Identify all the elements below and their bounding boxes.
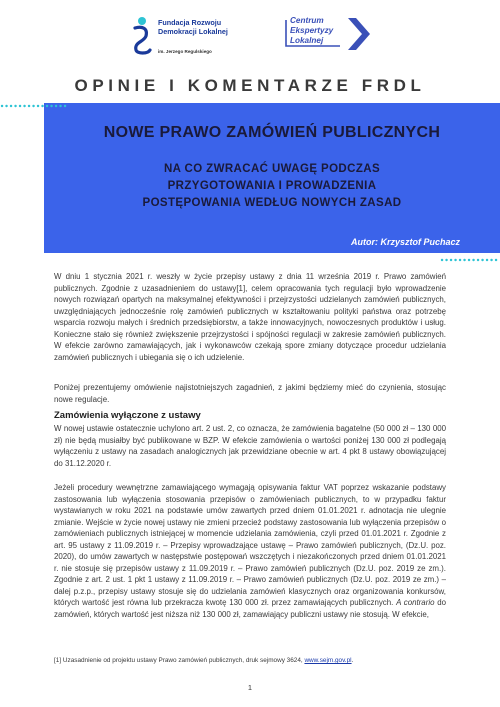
footnote-link[interactable]: www.sejm.gov.pl: [304, 657, 352, 664]
subtitle-line-3: POSTĘPOWANIA WEDŁUG NOWYCH ZASAD: [142, 197, 402, 209]
frdl-logo-line-1: Fundacja Rozwoju: [158, 18, 222, 27]
dotted-accent-bottom: [440, 258, 500, 262]
footnote-end: .: [351, 657, 354, 664]
title-banner: [44, 103, 500, 253]
a-contrario-text: A contrario: [396, 598, 435, 607]
document-subtitle: [84, 161, 460, 212]
paragraph-excluded: W nowej ustawie ostatecznie uchylono art. 2 ust. 2, co oznacza, że zamówienia bagatelne (50 000 zł – 130 000 zł) nie będą musiałby być publikowane w BZP. W efekcie zamówienia o wartości poniżej 130 000 zł podlegają wyłączeniu z ustawy na zasadach analogicznych jak przewidziane obecnie w art. 4 pkt 8 ustawy obowiązującej do 31.12.2020 r.: [54, 424, 446, 468]
frdl-logo-line-2: Demokracji Lokalnej: [158, 27, 228, 36]
section-heading: Zamówienia wyłączone z ustawy: [54, 410, 201, 421]
frdl-logo-text: [158, 18, 228, 36]
cel-logo-line-1: Centrum: [290, 16, 324, 25]
frdl-logo: [130, 14, 260, 60]
frdl-logo-mark-icon: [130, 16, 154, 56]
page-number: 1: [247, 683, 253, 692]
frdl-logo-sub: im. Jerzego Regulskiego: [158, 49, 212, 54]
cel-logo-chevron-icon: [346, 16, 376, 52]
dotted-accent-top: [0, 104, 70, 108]
cel-logo-line-2: Eksperty​zy: [290, 26, 334, 35]
cel-logo-text: [290, 16, 333, 46]
paragraph-procedures-part-1: Jeżeli procedury wewnętrzne zamawiającego wymagają opisywania faktur VAT poprzez wskazanie podstawy zastosowania lub wyłączenia stosowania przepisów o zamówieniach publicznych, to w przypadku faktur wystawianych w roku 2021 na podstawie umów zawartych przed dniem 01.01.2021 r. adnotacja nie ulegnie zmianie. Wejście w życie nowej ustawy nie zmieni przecież podstawy zastosowania lub wyłączenia przepisów o zamówieniach publicznych istniejącej w momencie udzielania zamówienia, czyli przed 01.01.2021 r. Zgodnie z art. 95 ustawy z 11.09.2019 r. – Przepisy wprowadzające ustawę – Prawo zamówień publicznych, (Dz.U. poz. 2020), do umów zawartych w następstwie postępowań wszczętych i niezakończonych przed dniem 01.01.2021 r. nie stosuje się przepisów ustawy z 11.09.2019 r. – Prawo zamówień publicznych (Dz.U. poz. 2019 ze zm.). Zgodnie z art. 2 ust. 1 pkt 1 ustawy z 11.09.2019 r. – Prawo zamówień publicznych (Dz.U. poz. 2019 ze zm.) – dalej p.z.p., przepisy ustawy stosuje się do udzielania zamówień klasycznych oraz organizowania konkursów, których wartość jest równa lub przekracza kwotę 130 000 zł. przez zamawiających publicznych.: [54, 483, 446, 607]
paragraph-overview: Poniżej prezentujemy omówienie najistotniejszych zagadnień, z jakimi będziemy mieć do czynienia, stosując nowe regulacje.: [54, 383, 446, 404]
document-title: NOWE PRAWO ZAMÓWIEŃ PUBLICZNYCH: [103, 124, 441, 141]
author-line: Autor: Krzysztof Puchacz: [350, 237, 460, 247]
cel-logo: [280, 14, 360, 54]
subtitle-line-2: PRZYGOTOWANIA I PROWADZENIA: [167, 180, 377, 192]
paragraph-procedures-part-2: do zamówień, których wartość jest niższa niż 130 000 zł, zamawiający publiczni ustawy nie stosują. W efekcie,: [54, 598, 446, 619]
footnote: [54, 657, 353, 664]
footnote-text: [1] Uzasadnienie od projektu ustawy Prawo zamówień publicznych, druk sejmowy 3624,: [54, 657, 305, 664]
main-heading: OPINIE I KOMENTARZE FRDL: [74, 76, 426, 95]
paragraph-intro: W dniu 1 stycznia 2021 r. weszły w życie przepisy ustawy z dnia 11 września 2019 r. Prawo zamówień publicznych. Zgodnie z uzasadnieniem do ustawy[1], celem opracowania tych regulacji było wprowadzenie nowych rozwiązań opartych na maksymalnej efektywności i przejrzystości udzielanych zamówień publicznych, uwzględniających jednocześnie rolę zamówień publicznych w kształtowaniu polityki państwa oraz potrzebę wsparcia rozwoju małych i średnich przedsiębiorstw, a także innowacyjnych, nowoczesnych produktów i usług. Konieczne stało się również zwiększenie przejrzystości i spójności regulacji w zakresie zamówień publicznych. W efekcie zarówno zamawiających, jak i wykonawców czekają spore zmiany dotyczące procedur udzielania zamówień publicznych i ubiegania się o ich udzielenie.: [54, 272, 446, 362]
cel-logo-line-3: Lokalnej: [290, 36, 324, 45]
paragraph-procedures: [54, 482, 446, 620]
subtitle-line-1: NA CO ZWRACAĆ UWAGĘ PODCZAS: [163, 163, 381, 175]
